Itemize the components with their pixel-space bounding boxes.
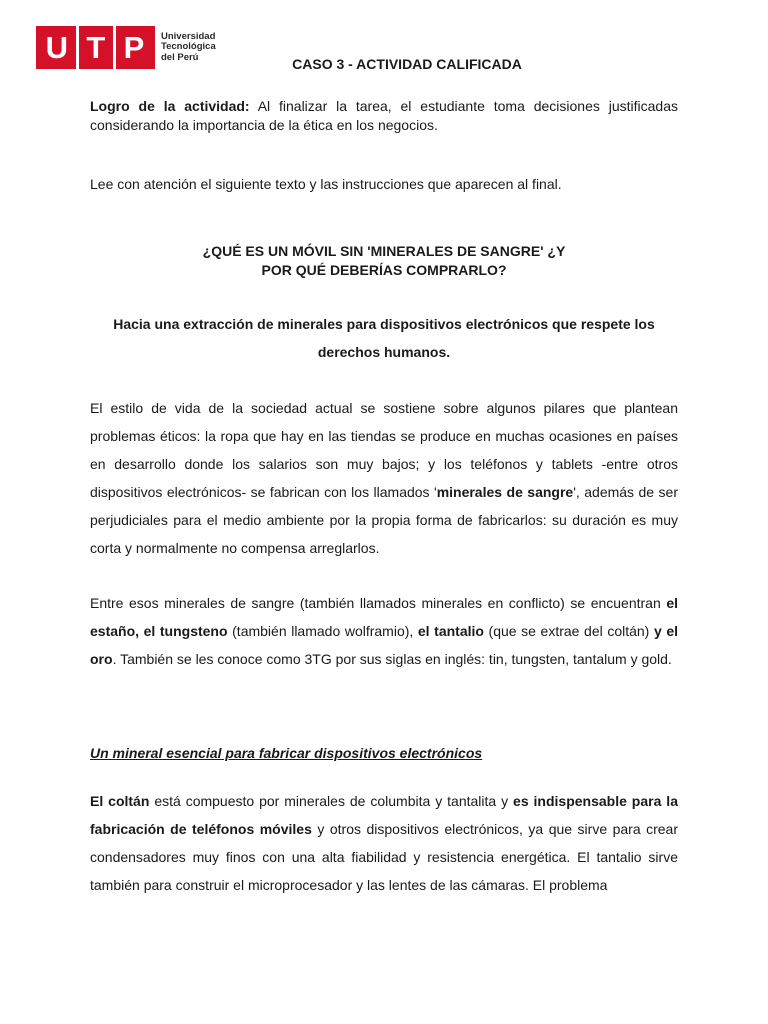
logo-line: Universidad <box>161 30 216 42</box>
bold-text: minerales de sangre <box>436 484 574 500</box>
logo-letter-u: U <box>45 29 69 65</box>
text: Entre esos minerales de sangre (también llamados minerales en conflicto) se encuentran <box>90 595 667 611</box>
text: ', además de ser perjudiciales para el medio ambiente por la propia forma de fabricarlos: su duración es muy corta y normalmente no compensa arreglarlos. <box>90 484 678 556</box>
body-paragraph-1 <box>90 394 678 562</box>
bold-text: es indispensable para la fabricación de teléfonos móviles <box>90 793 678 837</box>
article-title-line: ¿QUÉ ES UN MÓVIL SIN 'MINERALES DE SANGRE' ¿Y <box>202 243 566 259</box>
logo-line: Tecnológica <box>161 41 216 53</box>
logro-paragraph <box>90 97 678 135</box>
body-paragraph-3 <box>90 787 678 899</box>
body-paragraph-2 <box>90 589 678 673</box>
bold-text: el estaño, el tungsteno <box>90 595 678 639</box>
intro-paragraph: Lee con atención el siguiente texto y las instrucciones que aparecen al final. <box>90 176 562 192</box>
bold-text: el tantalio <box>417 623 484 639</box>
article-subtitle: Hacia una extracción de minerales para dispositivos electrónicos que respete los derechos humanos. <box>113 316 655 360</box>
bold-text: y el oro <box>90 623 679 667</box>
text: . También se les conoce como 3TG por sus siglas en inglés: tin, tungsten, tantalum y gold. <box>112 651 672 667</box>
section-heading: Un mineral esencial para fabricar dispositivos electrónicos <box>90 745 483 761</box>
article-title <box>90 242 678 280</box>
text: (también llamado wolframio), <box>227 623 418 639</box>
text: y otros dispositivos electrónicos, ya que sirve para crear condensadores muy finos con una alta fiabilidad y resistencia energética. El tantalio sirve también para construir el microprocesador y las lentes de las cámaras. El problema <box>90 821 678 893</box>
logo-letter-t: T <box>86 29 107 65</box>
text: (que se extrae del coltán) <box>483 623 654 639</box>
bold-text: El coltán <box>90 793 150 809</box>
logo-line: del Perú <box>161 51 199 63</box>
page-title: CASO 3 - ACTIVIDAD CALIFICADA <box>292 56 522 72</box>
article-title-line: POR QUÉ DEBERÍAS COMPRARLO? <box>261 262 507 278</box>
section-heading-wrap <box>90 739 678 767</box>
logro-label: Logro de la actividad: <box>90 98 250 114</box>
text: está compuesto por minerales de columbita y tantalita y <box>149 793 514 809</box>
logro-text: Al finalizar la tarea, el estudiante toma decisiones justificadas considerando la importancia de la ética en los negocios. <box>90 98 678 133</box>
logo-letter-p: P <box>123 29 146 65</box>
text: El estilo de vida de la sociedad actual se sostiene sobre algunos pilares que plantean problemas éticos: la ropa que hay en las tiendas se produce en muchas ocasiones en países en desarrollo donde los salarios son muy bajos; y los teléfonos y tablets -entre otros dispositivos electrónicos- se fabrican con los llamados ' <box>90 400 678 500</box>
